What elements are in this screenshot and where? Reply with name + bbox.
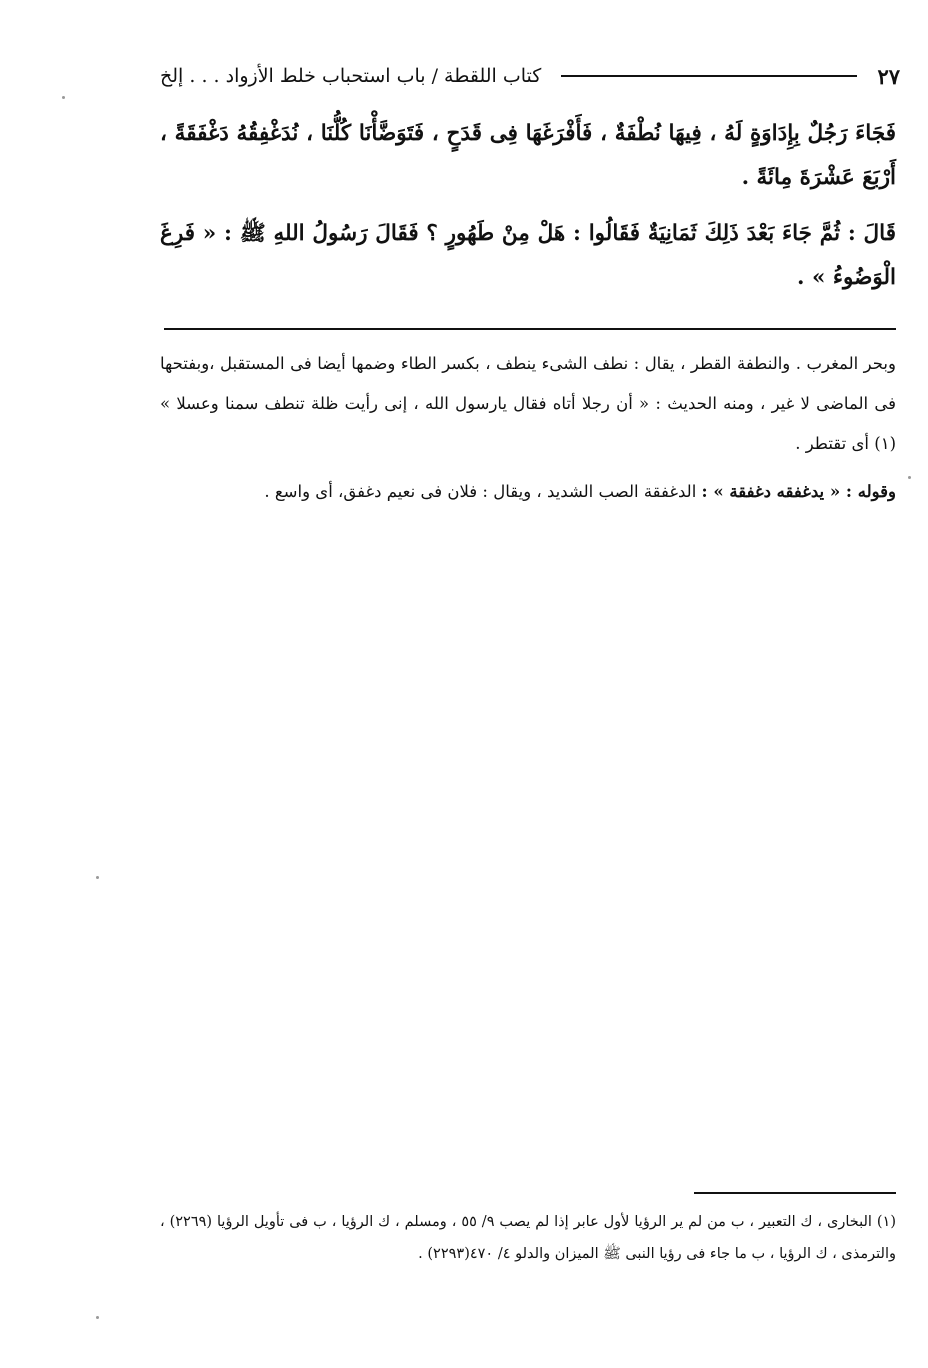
footnote-rule bbox=[694, 1192, 896, 1194]
hadith-text bbox=[160, 112, 896, 312]
hadith-paragraph: قَالَ : ثُمَّ جَاءَ بَعْدَ ذَلِكَ ثَمَانِيَةٌ فَقَالُوا : هَلْ مِنْ طَهُورٍ ؟ فَقَالَ رَسُولُ اللهِ ﷺ : « فَرِغَ الْوَضُوءُ » . bbox=[160, 221, 897, 290]
footnote-text: (١) البخارى ، ك التعبير ، ب من لم ير الرؤيا لأول عابر إذا لم يصب ٩/ ٥٥ ، ومسلم ، ك الرؤيا ، ب فى تأويل الرؤيا (٢٢٦٩) ، والترمذى ، ك الرؤيا ، ب ما جاء فى رؤيا النبى ﷺ الميزان والدلو ٤/ ٤٧٠(٢٢٩٣) . bbox=[160, 1214, 896, 1262]
hadith-paragraph: فَجَاءَ رَجُلٌ بِإِدَاوَةٍ لَهُ ، فِيهَا نُطْفَةٌ ، فَأَفْرَغَهَا فِى قَدَحٍ ، فَتَوَضَّأْنَا كُلُّنَا ، نُدَغْفِقُهُ دَغْفَقَةً ، أَرْبَعَ عَشْرَةَ مِائَةً . bbox=[160, 121, 896, 190]
commentary bbox=[160, 344, 896, 520]
footnote bbox=[160, 1206, 896, 1270]
running-header bbox=[160, 58, 900, 94]
scan-speck bbox=[62, 96, 65, 99]
scan-speck bbox=[908, 476, 911, 479]
commentary-lemma: وقوله : « يدغفقه دغفقة » : bbox=[701, 482, 896, 501]
page-number: ٢٧ bbox=[877, 63, 900, 89]
commentary-paragraph: وبحر المغرب . والنطفة القطر ، يقال : نطف الشىء ينطف ، بكسر الطاء وضمها أيضا فى المستقبل ،وبفتحها فى الماضى لا غير ، ومنه الحديث : « أن رجلا أتاه فقال يارسول الله ، إنى رأيت ظلة تنطف سمنا وعسلا » (١) أى تقتطر . bbox=[160, 354, 896, 453]
commentary-explanation: الدغفقة الصب الشديد ، ويقال : فلان فى نعيم دغفق، أى واسع . bbox=[264, 482, 702, 501]
header-rule bbox=[561, 75, 857, 77]
section-divider bbox=[164, 328, 896, 330]
chapter-title: كتاب اللقطة / باب استحباب خلط الأزواد . . . إلخ bbox=[160, 65, 542, 87]
scan-speck bbox=[96, 876, 99, 879]
scan-speck bbox=[96, 1316, 99, 1319]
commentary-paragraph bbox=[160, 472, 896, 512]
